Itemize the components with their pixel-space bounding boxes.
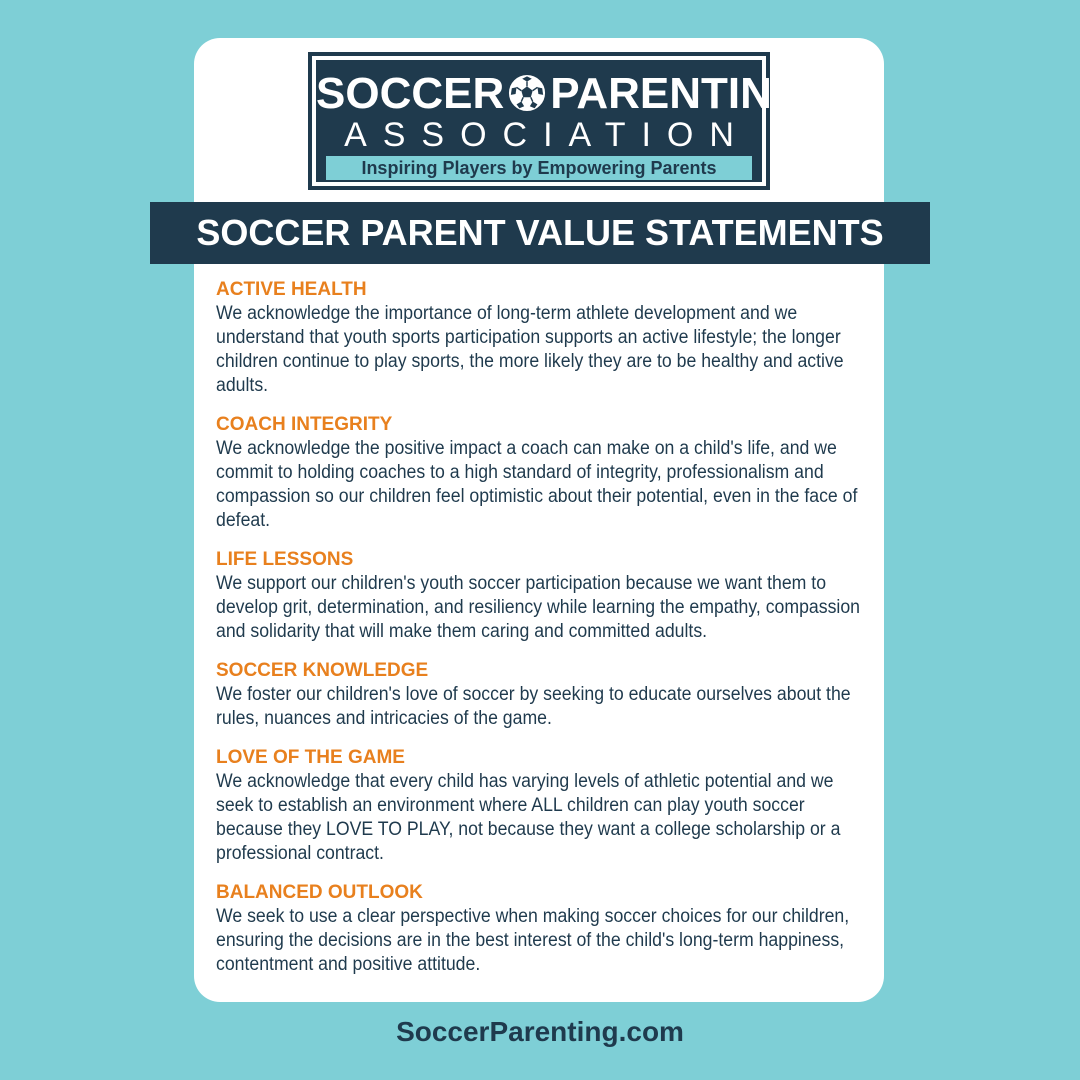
logo-line1 <box>316 69 807 118</box>
statement-body: We foster our children's love of soccer by seeking to educate ourselves about the rules, nuances and intricacies of the game. <box>216 684 851 729</box>
statement-life-lessons <box>216 548 868 644</box>
statement-body: We support our children's youth soccer participation because we want them to develop grit, determination, and resiliency while learning the empathy, compassion and solidarity that will make them caring and committed adults. <box>216 573 861 642</box>
logo-tagline: Inspiring Players by Empowering Parents <box>326 156 752 180</box>
statement-title: LOVE OF THE GAME <box>216 747 405 768</box>
statement-title: COACH INTEGRITY <box>216 414 393 435</box>
website-link[interactable]: SoccerParenting.com <box>396 1016 684 1047</box>
statement-title: SOCCER KNOWLEDGE <box>216 660 429 681</box>
association-logo <box>308 52 807 190</box>
statement-body: We acknowledge the positive impact a coach can make on a child's life, and we commit to holding coaches to a high standard of integrity, professionalism and compassion so our children feel optimistic about their potential, even in the face of defeat. <box>216 438 858 531</box>
logo-panel <box>316 60 807 182</box>
statement-title: ACTIVE HEALTH <box>216 279 367 300</box>
statement-love-of-the-game <box>216 746 868 866</box>
page-title: SOCCER PARENT VALUE STATEMENTS <box>150 202 930 264</box>
statement-title: BALANCED OUTLOOK <box>216 882 423 903</box>
statement-soccer-knowledge <box>216 659 868 731</box>
logo-word-parenting: PARENTING <box>550 69 807 118</box>
statement-body: We acknowledge that every child has varying levels of athletic potential and we seek to establish an environment where ALL children can play youth soccer because they LOVE TO PLAY, not because they want a college scholarship or a professional contract. <box>216 771 841 864</box>
value-statements <box>216 278 868 992</box>
statement-body: We seek to use a clear perspective when making soccer choices for our children, ensuring the decisions are in the best interest of the child's long-term happiness, contentment and positive attitude. <box>216 906 850 975</box>
statement-active-health <box>216 278 868 398</box>
soccer-ball-icon <box>508 74 546 112</box>
statement-balanced-outlook <box>216 881 868 977</box>
statement-body: We acknowledge the importance of long-term athlete development and we understand that youth sports participation supports an active lifestyle; the longer children continue to play sports, the more likely they are to be healthy and active adults. <box>216 303 844 396</box>
statement-title: LIFE LESSONS <box>216 549 354 570</box>
logo-association: ASSOCIATION <box>344 116 750 154</box>
statement-coach-integrity <box>216 413 868 533</box>
logo-word-soccer: SOCCER <box>316 69 505 118</box>
